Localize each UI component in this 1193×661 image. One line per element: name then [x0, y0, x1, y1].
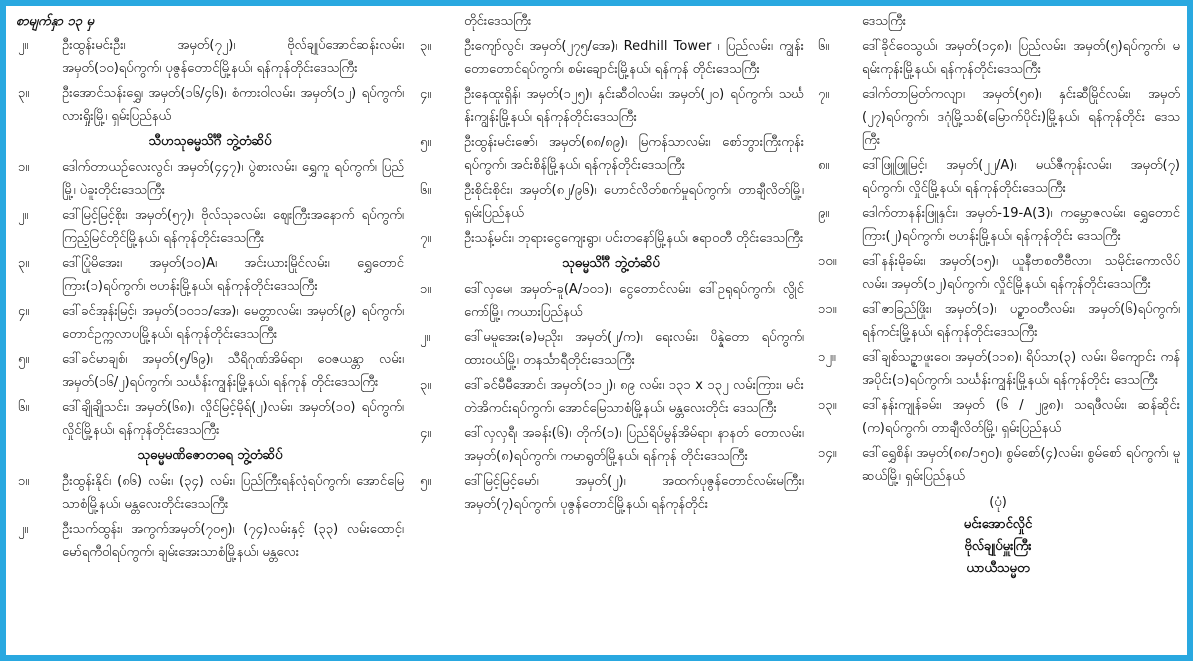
list-item — [816, 250, 1180, 296]
list-item — [418, 326, 804, 372]
list-item — [816, 442, 1180, 488]
item-text: ဒေါ်ခင်အုန်းမြင့်၊ အမှတ်(၁၀၁၁/အေ)၊ မေတ္တာလမ်း၊ အမှတ်(၉) ရပ်ကွက်၊ တောင်ဥက္ကလာပမြို့နယ်၊ ရန်ကုန်တိုင်းဒေသကြီး — [62, 304, 404, 342]
item-text: ဒေါ်ဖြူဖြူမြင့်၊ အမှတ်(၂၂/A)၊ မယ်ဇီကုန်းလမ်း၊ အမှတ်(၇) ရပ်ကွက်၊ လှိုင်မြို့နယ်၊ ရန်ကုန်တိုင်းဒေသကြီး — [862, 158, 1180, 196]
item-number: ၄။ — [18, 304, 30, 319]
list-item — [816, 346, 1180, 392]
page-continuation-header: စာမျက်နှာ ၁၃ မှ — [16, 14, 95, 29]
section-heading: သုဓမ္မမဏိဇောတဓရ ဘွဲ့တံဆိပ် — [137, 448, 283, 463]
item-text: ဦးသက်ထွန်း၊ အကွက်အမှတ်(၇၀၅)၊ (၇၄)လမ်းနှင့် (၃၃) လမ်းထောင့်၊ မော်ရကီဝါရပ်ကွက်၊ ချမ်းအေးသာစံမြို့နယ်၊ မန္တလေး — [62, 522, 404, 560]
list-item — [418, 83, 804, 129]
item-number: ၅။ — [420, 474, 432, 489]
list-item — [418, 422, 804, 468]
item-text: ဒေါ်ရွှေစိန်၊ အမှတ်(၈၈/၁၅၀)၊ စွမ်စော်(၄)လမ်း၊ စွမ်စော် ရပ်ကွက်၊ မူဆယ်မြို့၊ ရှမ်းပြည်နယ် — [862, 446, 1180, 484]
list-item — [816, 35, 1180, 81]
item-text: ဒေါ်လှလှရီ၊ အခန်း(၆)၊ တိုက်(၁)၊ ပြည်ရိပ်မွန်အိမ်ရာ၊ နာနတ် တောလမ်း၊ အမှတ်(၈)ရပ်ကွက်၊ ကမာရွတ်မြို့နယ်၊ ရန်ကုန် တိုင်းဒေသကြီး — [464, 426, 804, 464]
item-text: ဦးထွန်းနိုင်၊ (၈၆) လမ်း၊ (၃၄) လမ်း၊ ပြည်ကြီးရန်လုံရပ်ကွက်၊ အောင်မြေသာစံမြို့နယ်၊ မန္တလေးတိုင်းဒေသကြီး — [62, 474, 404, 512]
list-item — [816, 394, 1180, 440]
item-text: ဒေါ်မြင့်မြင့်မော်၊ အမှတ်(၂)၊ အထက်ပုဇွန်တောင်လမ်းမကြီး၊ အမှတ်(၇)ရပ်ကွက်၊ ပုဇွန်တောင်မြို့နယ်၊ ရန်ကုန်တိုင်း — [464, 474, 804, 512]
list-item — [418, 374, 804, 420]
item-number: ၃။ — [18, 86, 30, 101]
item-number: ၃။ — [420, 378, 432, 393]
item-text: ဦးစိုင်းစိုင်း၊ အမှတ်(၈၂/၉၆)၊ ဟောင်လိတ်စက်မှုရပ်ကွက်၊ တာချီလိတ်မြို့၊ ရှမ်းပြည်နယ် — [464, 183, 804, 221]
list-item — [418, 131, 804, 177]
item-number: ၁၁။ — [818, 302, 837, 317]
item-number: ၂။ — [18, 208, 29, 223]
list-item — [418, 470, 804, 516]
list-item — [816, 298, 1180, 344]
item-number: ၅။ — [18, 352, 30, 367]
list-item — [418, 227, 804, 250]
item-number: ၃။ — [18, 256, 30, 271]
signature-block — [816, 492, 1180, 580]
item-number: ၄။ — [420, 87, 432, 102]
list-item — [418, 35, 804, 81]
item-number: ၁။ — [420, 282, 432, 297]
list-item — [16, 470, 404, 516]
item-text: ဒေါက်တာနန်းဖြူနှင်း၊ အမှတ်-19-A(3)၊ ကမ္ဘောဇလမ်း၊ ရွှေတောင်ကြား(၂)ရပ်ကွက်၊ ဗဟန်းမြို့နယ်၊ ရန်ကုန်တိုင်း ဒေသကြီး — [862, 206, 1180, 244]
item-number: ၂။ — [18, 522, 29, 537]
signatory-rank: ဗိုလ်ချုပ်မှူးကြီး — [964, 539, 1032, 554]
item-text: ဒေါ်နန်းမိုခမ်း၊ အမှတ်(၁၅)၊ ယူနီဗာစတီဗီလာ၊ သမိုင်းကောလိပ် လမ်း၊ အမှတ်(၁၂)ရပ်ကွက်၊ လှိုင်မြို့နယ်၊ ရန်ကုန်တိုင်းဒေသကြီး — [862, 254, 1180, 292]
item-text: ဒေါ်ခင်မာချစ်၊ အမှတ်(၅/၆၉)၊ သီရိဂုဏ်အိမ်ရာ၊ ဝေဇယန္တာ လမ်း၊ အမှတ်(၁၆/၂)ရပ်ကွက်၊ သင်္ဃန်းကျွန်းမြို့နယ်၊ ရန်ကုန် တိုင်းဒေသကြီး — [62, 352, 404, 390]
list-item — [16, 300, 404, 346]
item-number: ၁၂။ — [818, 350, 836, 365]
item-text: ဒေါ်ခင်မီမီအောင်၊ အမှတ်(၁၁၂)၊ ၈၉ လမ်း၊ ၁၃၁ x ၁၃၂ လမ်းကြား၊ မင်းတဲအိကင်းရပ်ကွက်၊ အောင်မြေသာစံမြို့နယ်၊ မန္တလေးတိုင်း ဒေသကြီး — [464, 378, 804, 416]
item-text: ဦးသန့်မင်း၊ ဘုရားငွေကျေးရွာ၊ ပင်းတနော်မြို့နယ်၊ ဧရာဝတီ တိုင်းဒေသကြီး — [464, 231, 804, 246]
list-item — [16, 34, 404, 80]
item-text: ဦးအောင်သန်းရွှေ၊ အမှတ်(၁၆/၄၆)၊ စံကားဝါလမ်း၊ အမှတ်(၁၂) ရပ်ကွက်၊ လားရှိုးမြို့၊ ရှမ်းပြည်နယ် — [62, 86, 404, 124]
item-text: ဦးကျော်လွင်၊ အမှတ်(၂၇၅/အေ)၊ Redhill Tower ၊ ပြည်လမ်း၊ ကျွန်းတောတောင်ရပ်ကွက်၊ စမ်းချောင်းမြို့နယ်၊ ရန်ကုန် တိုင်းဒေသကြီး — [464, 39, 804, 77]
announcement-panel — [6, 6, 1187, 655]
item-number: ၁၃။ — [818, 398, 837, 413]
section-heading: သီဟသုဓမ္မသိင်္ဂီ ဘွဲ့တံဆိပ် — [148, 134, 272, 149]
column-1 — [16, 10, 404, 651]
item-number: ၉။ — [818, 206, 830, 221]
item-text: ဦးထွန်းမင်းဇော်၊ အမှတ်(၈၈/၈၉)၊ မြကန်သာလမ်း၊ စော်ဘွားကြီးကုန်းရပ်ကွက်၊ အင်းစိန်မြို့နယ်၊ ရန်ကုန်တိုင်းဒေသကြီး — [464, 135, 804, 173]
item-number: ၂။ — [18, 38, 29, 53]
item-number: ၇။ — [818, 87, 830, 102]
column-3 — [816, 10, 1180, 651]
list-item — [816, 154, 1180, 200]
item-number: ၆။ — [818, 39, 830, 54]
item-number: ၄။ — [420, 426, 432, 441]
item-text: ဒေါ်ပြုံမိအေး၊ အမှတ်(၁၀)A၊ အင်းယားမြိုင်လမ်း၊ ရွှေတောင်ကြား(၁)ရပ်ကွက်၊ ဗဟန်းမြို့နယ်၊ ရန်ကုန်တိုင်းဒေသကြီး — [62, 256, 404, 294]
item-number: ၈။ — [818, 158, 830, 173]
list-item — [16, 518, 404, 564]
item-number: ၂။ — [420, 330, 431, 345]
item-number: ၆။ — [18, 400, 30, 415]
list-item — [418, 278, 804, 324]
item-number: ၇။ — [420, 231, 432, 246]
signatory-title: ယာယီသမ္မတ — [966, 561, 1030, 576]
list-item — [16, 156, 404, 202]
item-number: ၁။ — [18, 160, 30, 175]
item-text: ဒေါက်တာမြတ်ကလျာ၊ အမှတ်(၅၈)၊ နှင်းဆီမြိုင်လမ်း၊ အမှတ် (၂၇)ရပ်ကွက်၊ ဒဂုံမြို့သစ်(မြောက်ပိုင်း)မြို့နယ်၊ ရန်ကုန်တိုင်း ဒေသကြီး — [862, 87, 1180, 148]
item-text: ဒေါ်မြင့်မြင့်စိုး၊ အမှတ်(၅၇)၊ ဗိုလ်သုခလမ်း၊ ဈေးကြီးအနောက် ရပ်ကွက်၊ ကြည့်မြင်တိုင်မြို့နယ်၊ ရန်ကုန်တိုင်းဒေသကြီး — [62, 208, 404, 246]
item-text: ဒေါ်မမူအေး(ခ)မညိုး၊ အမှတ်(၂/က)၊ ရေးလမ်း၊ ပိန္နဲတော ရပ်ကွက်၊ ထားဝယ်မြို့၊ တနင်္သာရီတိုင်းဒေသကြီး — [464, 330, 804, 368]
item-text: ဒေါ်ချိုချိုသင်း၊ အမှတ်(၆၈)၊ လှိုင်မြင့်မိုရ်(၂)လမ်း၊ အမှတ်(၁၀) ရပ်ကွက်၊ လှိုင်မြို့နယ်၊ ရန်ကုန်တိုင်းဒေသကြီး — [62, 400, 404, 438]
item-text: ဒေါ်ခိုင်ဝေသွယ်၊ အမှတ်(၁၄၈)၊ ပြည်လမ်း၊ အမှတ်(၅)ရပ်ကွက်၊ မရမ်းကုန်းမြို့နယ်၊ ရန်ကုန်တိုင်းဒေသကြီး — [862, 39, 1180, 77]
continued-text: ဒေသကြီး — [862, 14, 907, 29]
item-number: ၆။ — [420, 183, 432, 198]
item-text: ဒေါ်နန်းကျုန်ခမ်း၊ အမှတ် (၆ / ၂၉၈)၊ သရဖီလမ်း၊ ဆန်ဆိုင်း (က)ရပ်ကွက်၊ တာချီလိတ်မြို့၊ ရှမ်းပြည်နယ် — [862, 398, 1180, 436]
item-number: ၁။ — [18, 474, 30, 489]
item-number: ၁၄။ — [818, 446, 837, 461]
list-item — [16, 204, 404, 250]
list-item — [418, 179, 804, 225]
signatory-name: မင်းအောင်လှိုင် — [963, 517, 1033, 532]
list-item — [16, 396, 404, 442]
continued-text: တိုင်းဒေသကြီး — [464, 14, 532, 29]
item-text: ဦးထွန်းမင်းဦး၊ အမှတ်(၇၂)၊ ဗိုလ်ချုပ်အောင်ဆန်းလမ်း၊ အမှတ်(၁၀)ရပ်ကွက်၊ ပုဇွန်တောင်မြို့နယ်၊ ရန်ကုန်တိုင်းဒေသကြီး — [62, 38, 404, 76]
list-item — [16, 252, 404, 298]
item-text: ဒေါ်လှမေ၊ အမှတ်-ခူ(A/၁၀၁)၊ ငွေတောင်လမ်း၊ ဒေါ်ဥရုရပ်ကွက်၊ လွိုင်ကော်မြို့၊ ကယားပြည်နယ် — [464, 282, 804, 320]
item-text: ဦးနေထူးရှိန်၊ အမှတ်(၁၂၅)၊ နှင်းဆီဝါလမ်း၊ အမှတ်(၂၀) ရပ်ကွက်၊ သင်္ဃန်းကျွန်းမြို့နယ်၊ ရန်ကုန်တိုင်းဒေသကြီး — [464, 87, 804, 125]
list-item — [816, 202, 1180, 248]
item-number: ၅။ — [420, 135, 432, 150]
section-heading: သုဓမ္မသိင်္ဂီ ဘွဲ့တံဆိပ် — [562, 256, 660, 271]
item-number: ၃။ — [420, 39, 432, 54]
list-item — [16, 82, 404, 128]
signature-mark: (ပုံ) — [989, 495, 1007, 510]
item-number: ၁၀။ — [818, 254, 837, 269]
item-text: ဒေါက်တာယဉ်လေးလွင်၊ အမှတ်(၄၄၇)၊ ပွဲစားလမ်း၊ ရွှေကူ ရပ်ကွက်၊ ပြည်မြို့၊ ပဲခူးတိုင်းဒေသကြီး — [62, 160, 404, 198]
list-item — [816, 83, 1180, 152]
column-2 — [418, 10, 804, 651]
item-text: ဒေါ်ဇာခြည်ဖြိုး၊ အမှတ်(၁)၊ ပဉ္စာဝတီလမ်း၊ အမှတ်(၆)ရပ်ကွက်၊ ရန်ကင်းမြို့နယ်၊ ရန်ကုန်တိုင်းဒေသကြီး — [862, 302, 1180, 340]
list-item — [16, 348, 404, 394]
item-text: ဒေါ်ချစ်သဉ္ဇာဖူးဝေ၊ အမှတ်(၁၁၈)၊ ရိပ်သာ(၃) လမ်း၊ မိကျောင်း ကန်အပိုင်း(၁)ရပ်ကွက်၊ သင်္ဃန်းကျွန်းမြို့နယ်၊ ရန်ကုန်တိုင်း ဒေသကြီး — [862, 350, 1180, 388]
